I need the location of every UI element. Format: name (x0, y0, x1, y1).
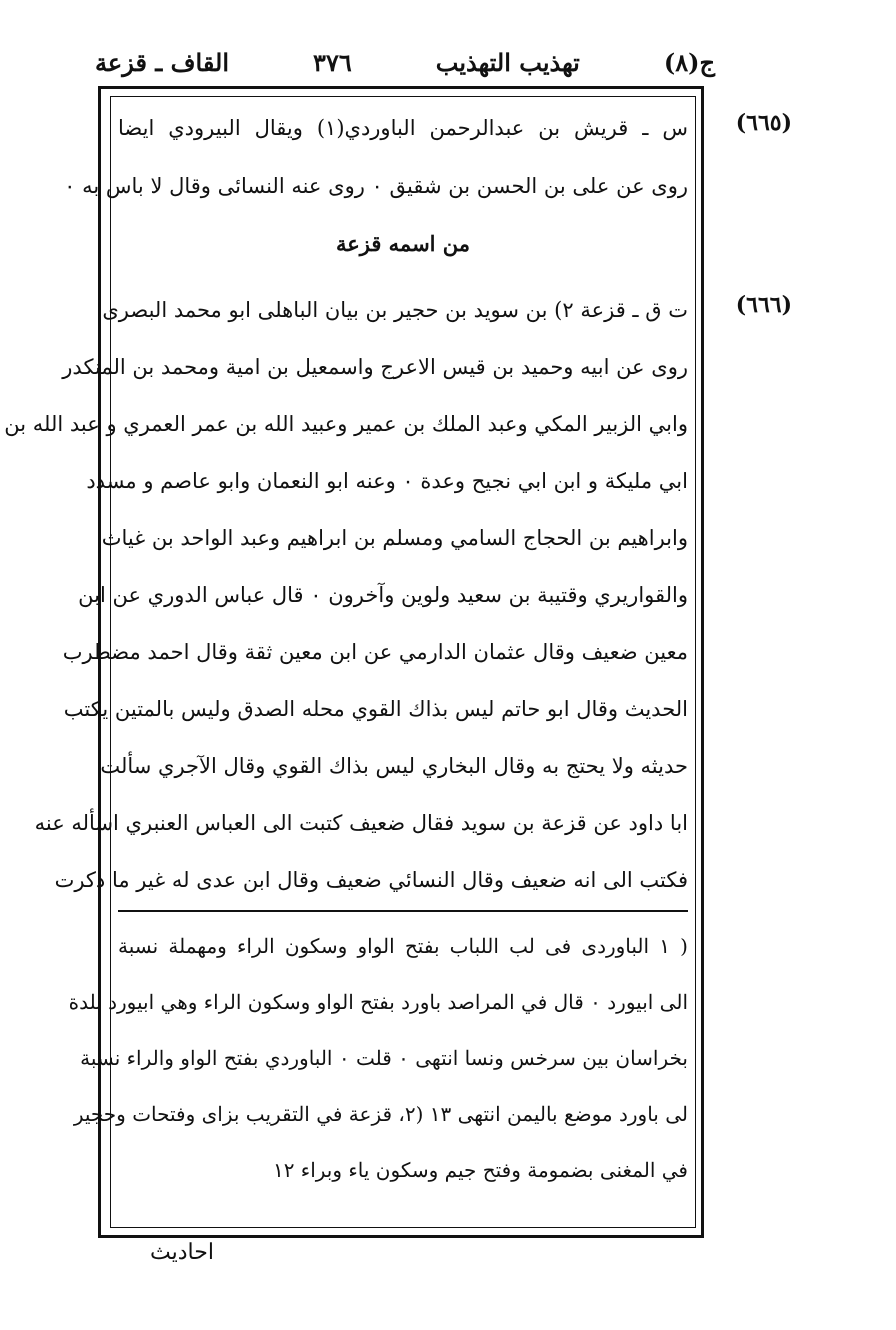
text-line: ابا داود عن قزعة بن سويد فقال ضعيف كتبت الى العباس العنبري اسأله عنه (34, 811, 688, 835)
text-line: س ـ قريش بن عبدالرحمن الباوردي(١) ويقال البيرودي ايضا (118, 116, 688, 140)
text-line: حديثه ولا يحتج به وقال البخاري ليس بذاك القوي وقال الآجري سألت (100, 754, 688, 778)
page-number: ٣٧٦ (313, 47, 352, 77)
footnote-line: لى باورد موضع باليمن انتهى ١٣ (٢، قزعة في التقريب بزاى وفتحات وحجير (73, 1102, 688, 1126)
volume-label: ج(٨) (663, 47, 715, 77)
section-title: القاف ـ قزعة (95, 47, 229, 77)
section-heading: من اسمه قزعة (335, 231, 471, 256)
entry-number-666: (٦٦٦) (735, 292, 792, 318)
text-line: وابي الزبير المكي وعبد الملك بن عمير وعبيد الله بن عمر العمري و عبد الله بن (4, 412, 688, 436)
text-line: فكتب الى انه ضعيف وقال النسائي ضعيف وقال ابن عدى له غير ما ذكرت (54, 868, 688, 892)
footnote-divider (118, 910, 688, 912)
text-line: معين ضعيف وقال عثمان الدارمي عن ابن معين ثقة وقال احمد مضطرب (62, 640, 688, 664)
book-title: تهذيب التهذيب (435, 47, 580, 77)
text-line: وابراهيم بن الحجاج السامي ومسلم بن ابراهيم وعبد الواحد بن غياث (101, 526, 688, 550)
text-line: روى عن على بن الحسن بن شقيق ٠ روى عنه النسائى وقال لا باس به ٠ (64, 174, 688, 198)
text-line: ابي مليكة و ابن ابي نجيح وعدة ٠ وعنه ابو النعمان وابو عاصم و مسدد (86, 469, 688, 493)
footnote-line: الى ابيورد ٠ قال في المراصد باورد بفتح الواو وسكون الراء وهي ابيورد بلدة (68, 990, 688, 1014)
text-line: روى عن ابيه وحميد بن قيس الاعرج واسمعيل بن امية ومحمد بن المنكدر (62, 355, 688, 379)
text-line: والقواريري وقتيبة بن سعيد ولوين وآخرون ٠ قال عباس الدوري عن ابن (78, 583, 688, 607)
entry-number-665: (٦٦٥) (735, 110, 792, 136)
running-header (95, 42, 715, 82)
catchword: احاديث (150, 1240, 214, 1265)
footnote-line: في المغنى بضمومة وفتح جيم وسكون ياء وبراء ١٢ (272, 1158, 688, 1182)
footnote-line: بخراسان بين سرخس ونسا انتهى ٠ قلت ٠ الباوردي بفتح الواو والراء نسبة (80, 1046, 688, 1070)
text-line: ت ق ـ قزعة ٢) بن سويد بن حجير بن بيان الباهلى ابو محمد البصرى (102, 298, 688, 322)
footnote-line: ( ١ الباوردى فى لب اللباب بفتح الواو وسكون الراء ومهملة نسبة (118, 934, 688, 958)
text-line: الحديث وقال ابو حاتم ليس بذاك القوي محله الصدق وليس بالمتين يكتب (63, 697, 688, 721)
